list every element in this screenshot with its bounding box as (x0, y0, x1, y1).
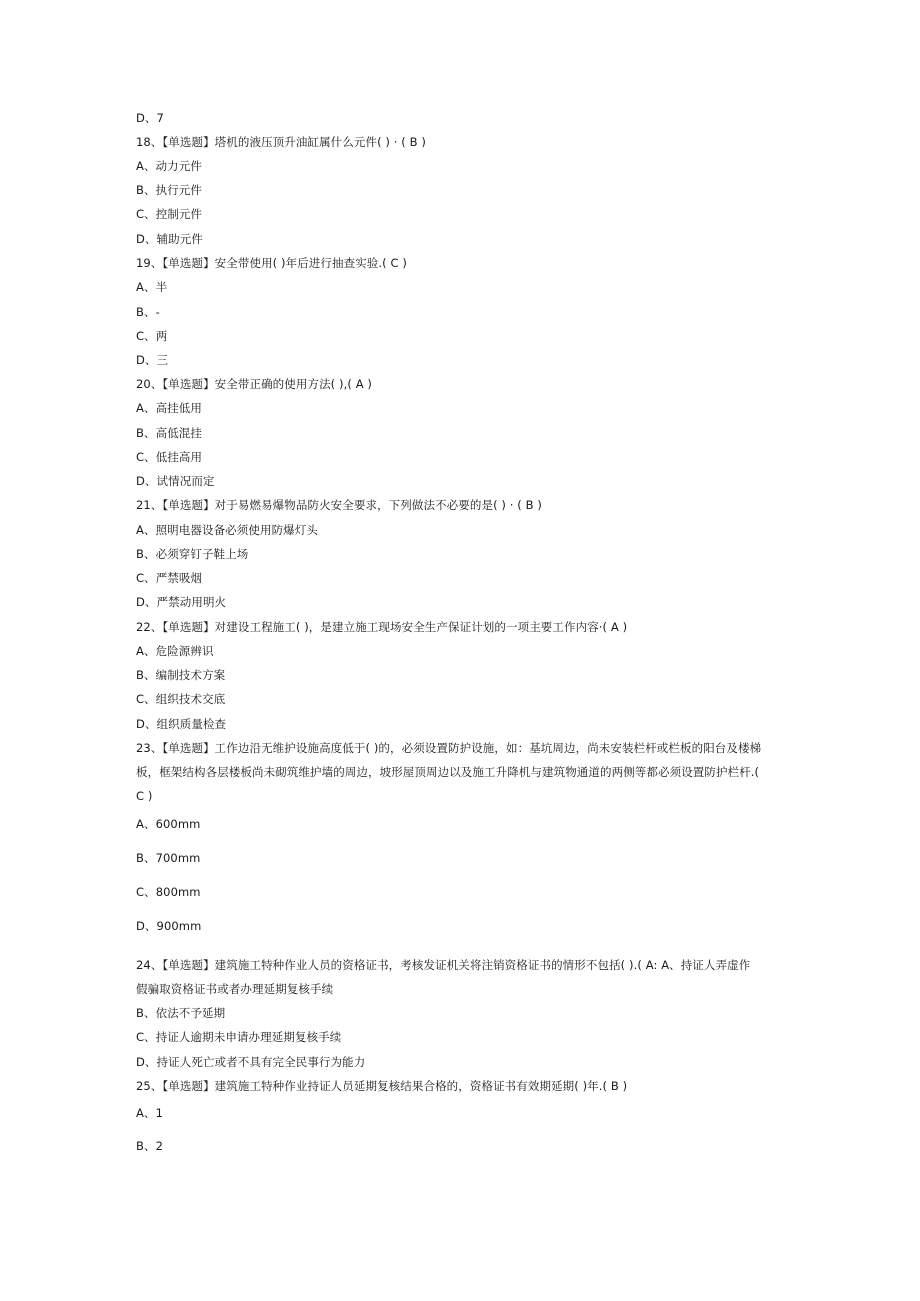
option-19-a: A、半 (136, 280, 168, 294)
question-21: 21、【单选题】对于易燃易爆物品防火安全要求，下列做法不必要的是( ) · ( B ) (136, 498, 542, 512)
option-24-d: D、持证人死亡或者不具有完全民事行为能力 (136, 1055, 366, 1069)
question-18: 18、【单选题】塔机的液压顶升油缸属什么元件( ) · ( B ) (136, 135, 426, 149)
option-22-d: D、组织质量检查 (136, 717, 227, 731)
option-19-d: D、三 (136, 353, 169, 367)
option-25-a: A、1 (136, 1106, 163, 1120)
option-20-c: C、低挂高用 (136, 450, 203, 464)
option-21-b: B、必须穿钉子鞋上场 (136, 547, 249, 561)
option-22-c: C、组织技术交底 (136, 692, 226, 706)
option-23-b: B、700mm (136, 851, 201, 865)
option-23-d: D、900mm (136, 919, 202, 933)
option-21-c: C、严禁吸烟 (136, 571, 203, 585)
option-18-c: C、控制元件 (136, 207, 203, 221)
question-22: 22、【单选题】对建设工程施工( )，是建立施工现场安全生产保证计划的一项主要工作内容·( A ) (136, 620, 628, 634)
question-24-line-1: 24、【单选题】建筑施工特种作业人员的资格证书，考核发证机关将注销资格证书的情形不包括( ).( A: A、持证人弄虚作 (136, 958, 751, 972)
option-23-c: C、800mm (136, 885, 201, 899)
question-24-line-2: 假骗取资格证书或者办理延期复核手续 (136, 982, 334, 996)
option-22-b: B、编制技术方案 (136, 668, 226, 682)
option-21-d: D、严禁动用明火 (136, 595, 227, 609)
option-19-c: C、两 (136, 329, 168, 343)
question-19: 19、【单选题】安全带使用( )年后进行抽查实验.( C ) (136, 256, 407, 270)
question-23-line-2: 板，框架结构各层楼板尚未砌筑维护墙的周边，坡形屋顶周边以及施工升降机与建筑物通道的两侧等都必须设置防护栏杆.( (136, 765, 760, 779)
option-18-b: B、执行元件 (136, 183, 202, 197)
question-23-line-1: 23、【单选题】工作边沿无维护设施高度低于( )的，必须设置防护设施，如：基坑周边，尚未安装栏杆或栏板的阳台及楼梯 (136, 741, 762, 755)
option-19-b: B、- (136, 305, 160, 319)
option-20-b: B、高低混挂 (136, 426, 202, 440)
option-24-c: C、持证人逾期未申请办理延期复核手续 (136, 1030, 342, 1044)
question-23-line-3: C ) (136, 789, 153, 803)
option-25-b: B、2 (136, 1139, 164, 1153)
option-20-a: A、高挂低用 (136, 401, 202, 415)
option-18-d: D、辅助元件 (136, 232, 203, 246)
question-20: 20、【单选题】安全带正确的使用方法( ),( A ) (136, 377, 373, 391)
option-23-a: A、600mm (136, 817, 201, 831)
option-24-b: B、依法不予延期 (136, 1006, 226, 1020)
option-18-a: A、动力元件 (136, 159, 202, 173)
option-22-a: A、危险源辨识 (136, 644, 214, 658)
question-25: 25、【单选题】建筑施工特种作业持证人员延期复核结果合格的，资格证书有效期延期( )年.( B ) (136, 1079, 628, 1093)
option-20-d: D、试情况而定 (136, 474, 215, 488)
option-17-d: D、7 (136, 111, 164, 125)
option-21-a: A、照明电器设备必须使用防爆灯头 (136, 523, 318, 537)
